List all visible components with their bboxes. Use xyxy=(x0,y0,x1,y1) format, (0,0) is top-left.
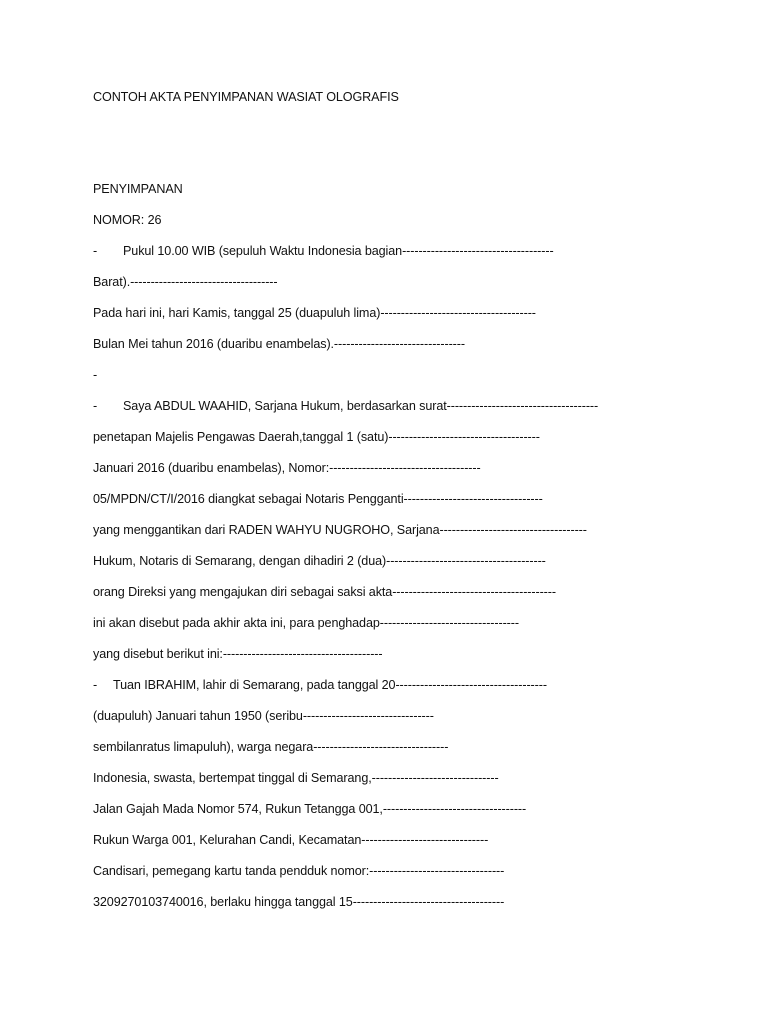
paragraph-line: sembilanratus limapuluh), warga negara--------------------------------- xyxy=(93,740,449,754)
paragraph-line: yang menggantikan dari RADEN WAHYU NUGROHO, Sarjana------------------------------------ xyxy=(93,523,587,537)
paragraph-line: Barat).------------------------------------ xyxy=(93,275,278,289)
paragraph-line: penetapan Majelis Pengawas Daerah,tanggal 1 (satu)------------------------------------- xyxy=(93,430,540,444)
paragraph-line: Rukun Warga 001, Kelurahan Candi, Kecamatan------------------------------- xyxy=(93,833,489,847)
paragraph-line: (duapuluh) Januari tahun 1950 (seribu-------------------------------- xyxy=(93,709,434,723)
paragraph-line: Indonesia, swasta, bertempat tinggal di Semarang,------------------------------- xyxy=(93,771,499,785)
document-number: NOMOR: 26 xyxy=(93,213,162,227)
separator-dash: - xyxy=(93,368,98,382)
paragraph-line: Hukum, Notaris di Semarang, dengan dihadiri 2 (dua)--------------------------------------- xyxy=(93,554,546,568)
line-text: Tuan IBRAHIM, lahir di Semarang, pada tanggal 20------------------------------------- xyxy=(113,678,547,692)
paragraph-line: Candisari, pemegang kartu tanda pendduk nomor:--------------------------------- xyxy=(93,864,505,878)
paragraph-line xyxy=(93,677,547,693)
paragraph-line: ini akan disebut pada akhir akta ini, para penghadap---------------------------------- xyxy=(93,616,519,630)
bullet-marker: - xyxy=(93,244,98,258)
paragraph-line: Januari 2016 (duaribu enambelas), Nomor:------------------------------------- xyxy=(93,461,481,475)
paragraph-line: 3209270103740016, berlaku hingga tanggal 15------------------------------------- xyxy=(93,895,505,909)
line-text: Pukul 10.00 WIB (sepuluh Waktu Indonesia bagian------------------------------------- xyxy=(123,244,554,258)
bullet-marker: - xyxy=(93,678,98,692)
paragraph-line: Bulan Mei tahun 2016 (duaribu enambelas).-------------------------------- xyxy=(93,337,465,351)
paragraph-line: Pada hari ini, hari Kamis, tanggal 25 (duapuluh lima)-------------------------------------- xyxy=(93,306,536,320)
paragraph-line xyxy=(93,243,554,259)
line-text: Saya ABDUL WAAHID, Sarjana Hukum, berdasarkan surat------------------------------------- xyxy=(123,399,599,413)
bullet-marker: - xyxy=(93,399,98,413)
document-title: CONTOH AKTA PENYIMPANAN WASIAT OLOGRAFIS xyxy=(93,90,399,104)
paragraph-line xyxy=(93,398,598,414)
paragraph-line: 05/MPDN/CT/I/2016 diangkat sebagai Notaris Pengganti---------------------------------- xyxy=(93,492,543,506)
paragraph-line: orang Direksi yang mengajukan diri sebagai saksi akta---------------------------------------- xyxy=(93,585,556,599)
paragraph-line: yang disebut berikut ini:--------------------------------------- xyxy=(93,647,383,661)
section-heading: PENYIMPANAN xyxy=(93,182,183,196)
paragraph-line: Jalan Gajah Mada Nomor 574, Rukun Tetangga 001,----------------------------------- xyxy=(93,802,527,816)
